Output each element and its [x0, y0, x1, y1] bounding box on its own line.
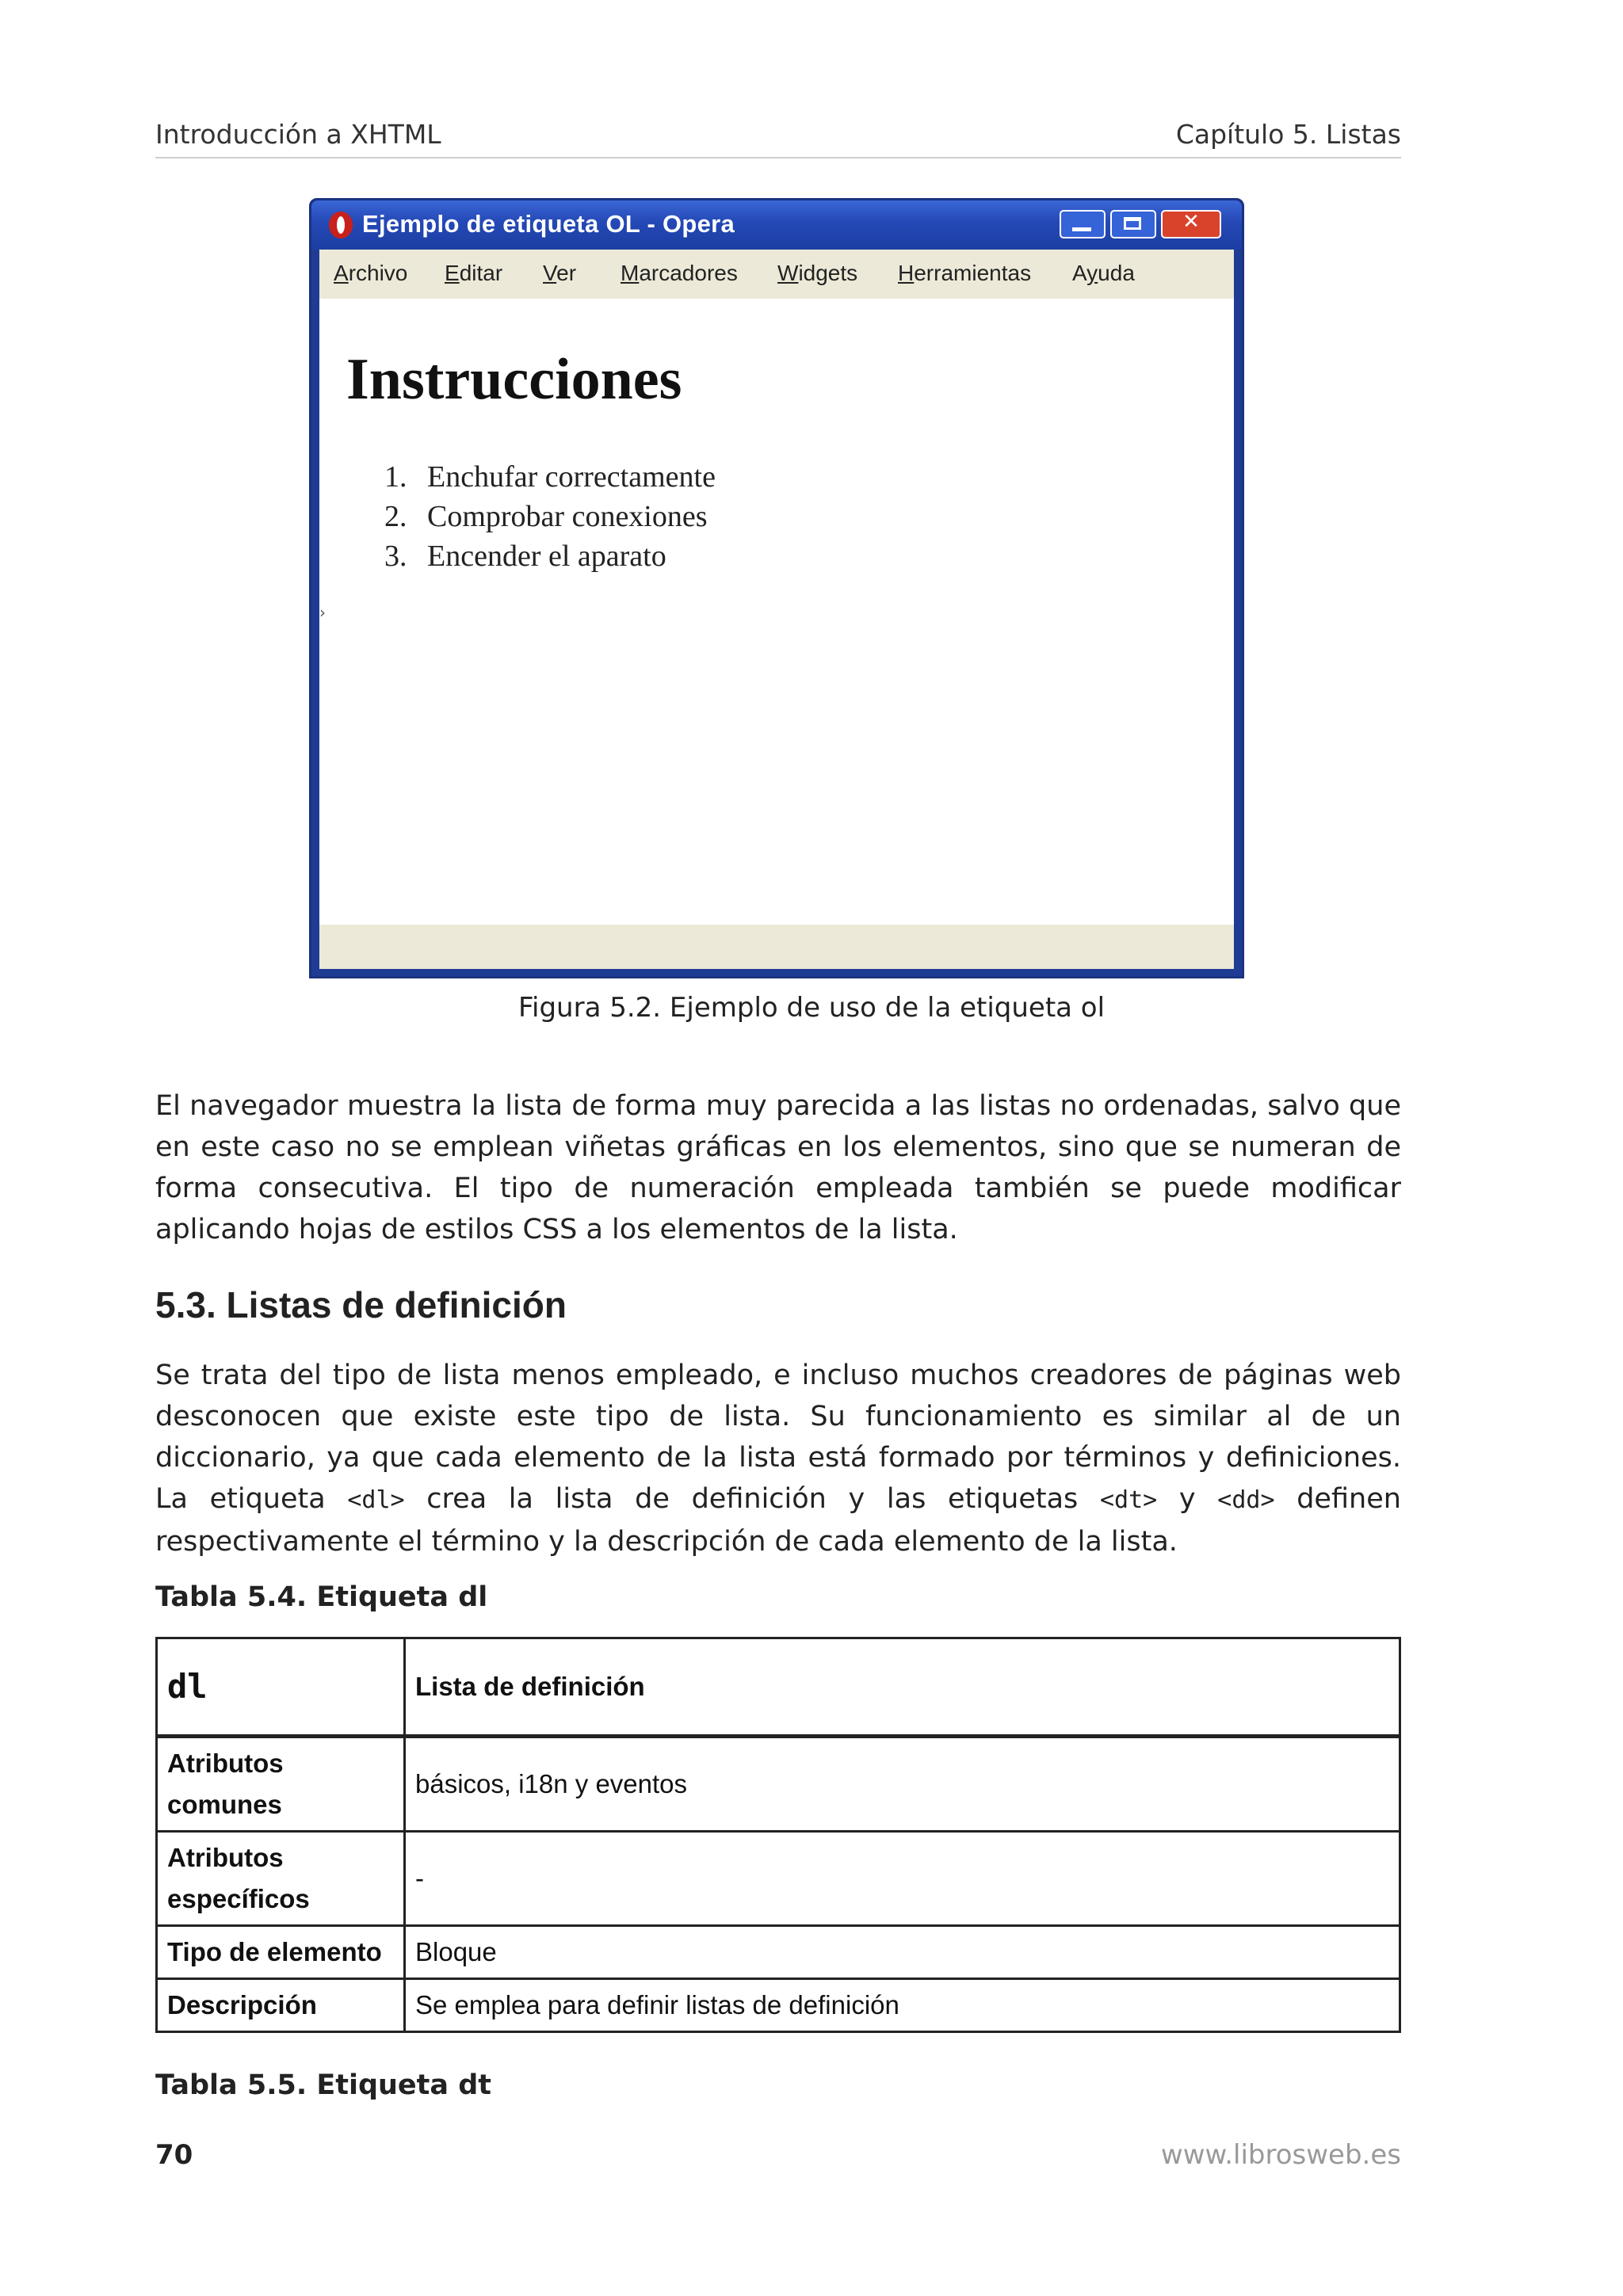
table-row [157, 1638, 1400, 1737]
opera-logo-icon [329, 212, 353, 238]
paragraph-ol: El navegador muestra la lista de forma muy parecida a las listas no ordenadas, salvo que en este caso no se emplean viñetas gráficas en los elementos, sino que se numeran de forma consecutiva. El tipo de numeración empleada también se puede modificar aplicando hojas de estilos CSS a los elementos de la lista. [155, 1090, 1401, 1245]
menu-editar: Editar [445, 261, 503, 285]
menu-widgets: Widgets [777, 261, 858, 285]
minimize-icon [1060, 210, 1106, 238]
browser-screenshot [309, 198, 1244, 978]
row-key: Tipo de elemento [157, 1926, 405, 1979]
list-item: 1. Enchufar correctamente [384, 460, 716, 494]
ordered-list [384, 457, 716, 576]
window-titlebar [311, 200, 1242, 250]
figure-caption: Figura 5.2. Ejemplo de uso de la etiqueta ol [517, 992, 1106, 1024]
menu-marcadores: Marcadores [621, 261, 738, 285]
menubar [319, 250, 1234, 299]
maximize-icon [1110, 210, 1156, 238]
close-icon [1161, 210, 1221, 238]
menu-herramientas: Herramientas [898, 261, 1032, 285]
table-row [157, 1737, 1400, 1832]
chapter-title: Capítulo 5. Listas [1175, 119, 1401, 150]
section-title: 5.3. Listas de definición [155, 1284, 567, 1325]
paragraph-dl: Se trata del tipo de lista menos empleado, e incluso muchos creadores de páginas web desconocen que existe este tipo de lista. Su funcionamiento es similar al de un diccionario, ya que cada elemento de la lista está formado por términos y definiciones. La etiqueta <dl> crea la lista de definición y las etiquetas <dt> y <dd> definen respectivamente el término y la descripción de cada elemento de la lista. [155, 1360, 1401, 1558]
list-item: 3. Encender el aparato [384, 540, 666, 573]
table-row [157, 1926, 1400, 1979]
row-key: Atributos específicos [157, 1832, 405, 1926]
panel-toggle-icon: › [319, 603, 326, 622]
tag-table [155, 1637, 1401, 2033]
list-item: 2. Comprobar conexiones [384, 500, 708, 533]
book-title: Introducción a XHTML [155, 119, 441, 150]
footer-url: www.librosweb.es [1160, 2139, 1401, 2171]
code-dl: <dl> [347, 1486, 405, 1514]
row-key: Atributos comunes [157, 1737, 405, 1832]
page-heading: Instrucciones [346, 347, 682, 412]
table-title: Tabla 5.5. Etiqueta dt [155, 2069, 491, 2101]
row-value: Bloque [405, 1926, 1400, 1979]
tag-name: dl [157, 1638, 405, 1737]
window-title: Ejemplo de etiqueta OL - Opera [362, 210, 735, 238]
menu-ver: Ver [543, 261, 577, 285]
row-key: Descripción [157, 1979, 405, 2032]
tag-description: Lista de definición [405, 1638, 1400, 1737]
menu-archivo: Archivo [334, 261, 408, 285]
code-dd: <dd> [1217, 1486, 1275, 1514]
table-title: Tabla 5.4. Etiqueta dl [155, 1581, 488, 1613]
running-header [155, 119, 1401, 158]
menu-ayuda: Ayuda [1072, 261, 1135, 285]
code-dt: <dt> [1099, 1486, 1158, 1514]
row-value: - [405, 1832, 1400, 1926]
row-value: Se emplea para definir listas de definición [405, 1979, 1400, 2032]
table-row [157, 1832, 1400, 1926]
status-bar [319, 925, 1234, 969]
row-value: básicos, i18n y eventos [405, 1737, 1400, 1832]
table-row [157, 1979, 1400, 2032]
browser-viewport [319, 299, 1234, 925]
page-number: 70 [155, 2139, 193, 2171]
